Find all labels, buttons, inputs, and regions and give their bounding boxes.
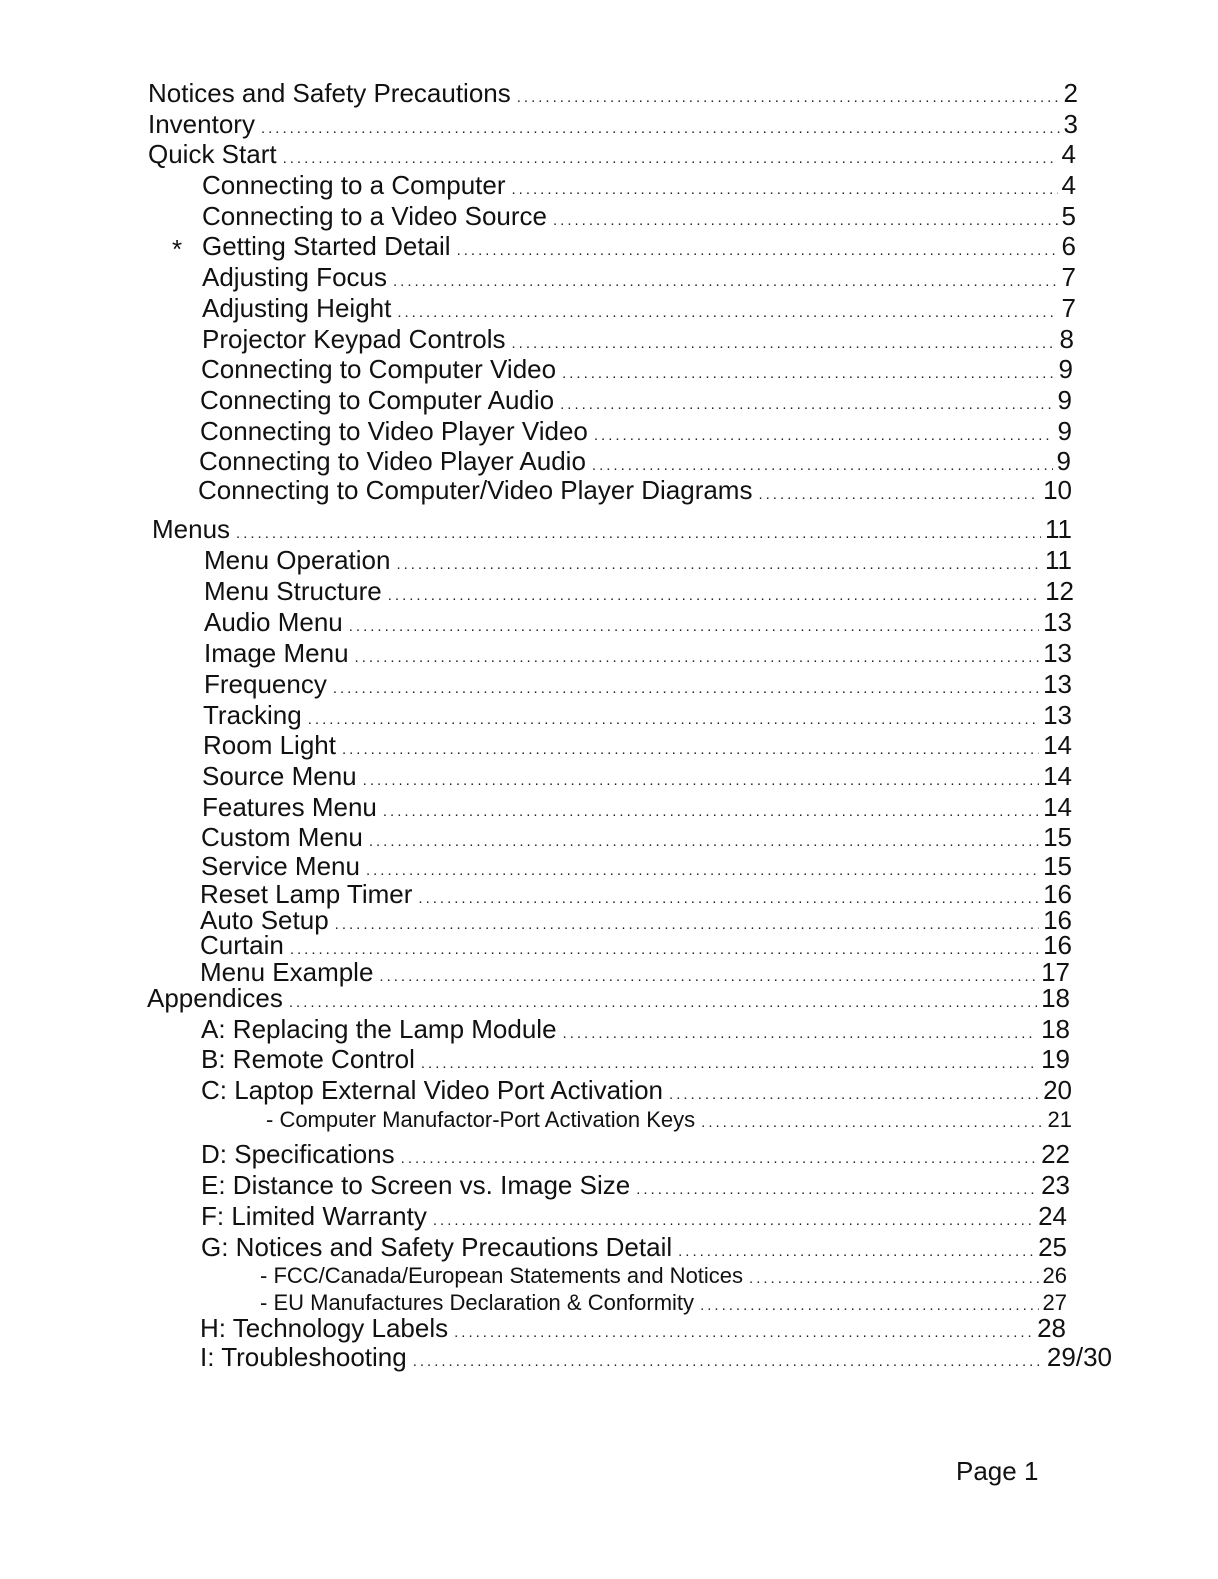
toc-entry: Source Menu ..... 14 bbox=[202, 761, 1072, 796]
toc-entry: A: Replacing the Lamp Module ..... 18 bbox=[201, 1014, 1070, 1049]
toc-entry: Inventory ..... 3 bbox=[148, 109, 1078, 144]
toc-entry: Menus ..... 11 bbox=[152, 514, 1072, 549]
toc-entry: Adjusting Height ..... 7 bbox=[202, 293, 1076, 328]
toc-entry: Notices and Safety Precautions ..... 2 bbox=[148, 78, 1078, 113]
toc-entry: - FCC/Canada/European Statements and Notices ..... 26 bbox=[260, 1261, 1067, 1294]
toc-entry: H: Technology Labels ..... 28 bbox=[200, 1313, 1066, 1348]
toc-entry: D: Specifications ..... 22 bbox=[201, 1139, 1070, 1174]
toc-entry: B: Remote Control ..... 19 bbox=[201, 1044, 1070, 1079]
toc-entry: Tracking ..... 13 bbox=[203, 700, 1072, 735]
toc-entry: Connecting to Computer/Video Player Diagrams ..... 10 bbox=[198, 475, 1072, 510]
toc-entry: Audio Menu ..... 13 bbox=[204, 607, 1072, 642]
toc-entry: E: Distance to Screen vs. Image Size ..... 23 bbox=[201, 1170, 1070, 1205]
toc-entry: F: Limited Warranty ..... 24 bbox=[201, 1201, 1067, 1236]
toc-entry: Room Light ..... 14 bbox=[203, 730, 1072, 765]
toc-entry: Service Menu ..... 15 bbox=[201, 851, 1072, 886]
page-number: Page 1 bbox=[956, 1456, 1039, 1486]
toc-entry: Menu Structure ..... 12 bbox=[204, 576, 1074, 611]
toc-entry: Custom Menu ..... 15 bbox=[201, 822, 1072, 857]
toc-entry: Getting Started Detail ..... 6 bbox=[202, 231, 1076, 266]
toc-entry: Connecting to Video Player Audio ..... 9 bbox=[199, 446, 1071, 481]
toc-entry: - Computer Manufactor-Port Activation Keys ..... 21 bbox=[266, 1105, 1072, 1138]
toc-entry: Connecting to Video Player Video ..... 9 bbox=[200, 416, 1072, 451]
toc-entry: Connecting to Computer Video ..... 9 bbox=[201, 354, 1073, 389]
toc-entry: Connecting to a Video Source ..... 5 bbox=[202, 201, 1076, 236]
toc-entry: Features Menu ..... 14 bbox=[202, 792, 1072, 827]
toc-entry: Reset Lamp Timer ..... 16 bbox=[200, 879, 1072, 914]
toc-entry: Image Menu ..... 13 bbox=[204, 638, 1072, 673]
toc-entry: Appendices ..... 18 bbox=[147, 983, 1070, 1018]
toc-entry: Curtain ..... 16 bbox=[200, 930, 1072, 965]
toc-entry: C: Laptop External Video Port Activation ..... 20 bbox=[201, 1075, 1072, 1110]
toc-entry: G: Notices and Safety Precautions Detail ..... 25 bbox=[201, 1232, 1067, 1267]
toc-entry: Quick Start ..... 4 bbox=[148, 139, 1076, 174]
toc-entry: - EU Manufactures Declaration & Conformity ..... 27 bbox=[260, 1288, 1067, 1321]
toc-entry: Connecting to Computer Audio ..... 9 bbox=[200, 385, 1072, 420]
toc-entry: I: Troubleshooting ..... 29/30 bbox=[200, 1342, 1112, 1377]
toc-entry: Menu Example ..... 17 bbox=[200, 957, 1070, 992]
toc-entry: Frequency ..... 13 bbox=[204, 669, 1072, 704]
toc-entry: Auto Setup ..... 16 bbox=[200, 905, 1072, 940]
toc-entry: Adjusting Focus ..... 7 bbox=[202, 262, 1076, 297]
toc-entry: Projector Keypad Controls ..... 8 bbox=[202, 324, 1074, 359]
toc-entry: Connecting to a Computer ..... 4 bbox=[202, 170, 1076, 205]
asterisk-marker: * bbox=[172, 234, 183, 264]
toc-entry: Menu Operation ..... 11 bbox=[204, 545, 1072, 580]
